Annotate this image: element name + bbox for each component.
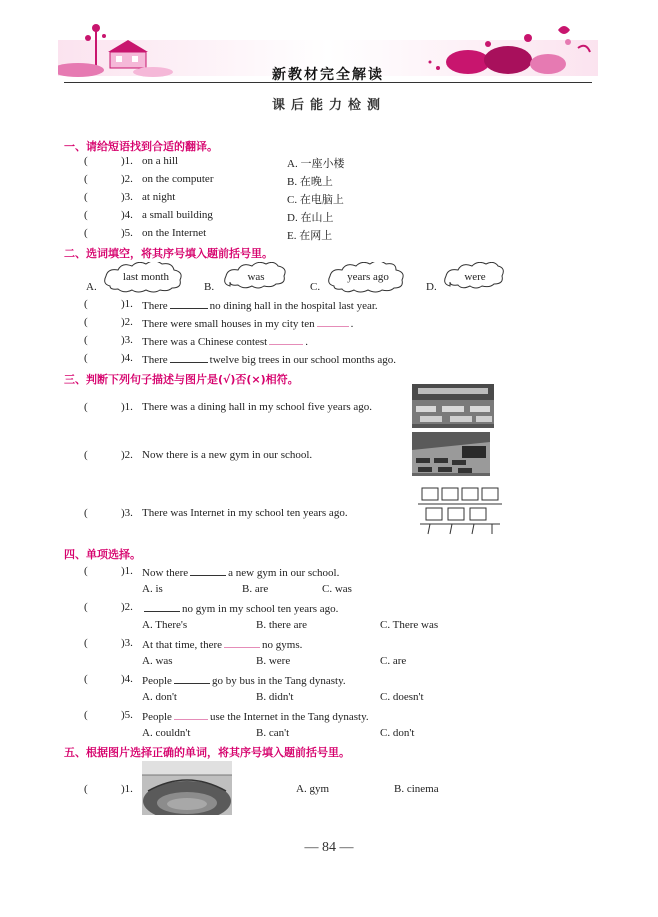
sentence-end: use the Internet in the Tang dynasty. <box>209 711 369 723</box>
choice-letter-a: A. <box>86 281 97 293</box>
translation-option: E. 在网上 <box>287 230 333 242</box>
option-b[interactable]: B. can't <box>256 727 290 739</box>
option-a[interactable]: A. couldn't <box>142 727 191 739</box>
answer-bracket[interactable]: ( <box>84 401 88 413</box>
statement: There was Internet in my school ten years ago. <box>142 507 348 519</box>
answer-bracket[interactable]: ( <box>84 191 88 203</box>
option-b[interactable]: B. there are <box>256 619 307 631</box>
item-number: )3. <box>121 191 133 203</box>
cloud-word: years ago <box>347 271 389 283</box>
item-number: )1. <box>121 401 133 413</box>
option-b[interactable]: B. were <box>256 655 291 667</box>
choice-letter-d: D. <box>426 281 437 293</box>
item-number: )1. <box>121 565 133 577</box>
item-number: )3. <box>121 637 133 649</box>
answer-bracket[interactable]: ( <box>84 601 88 613</box>
section-4-heading: 四、单项选择。 <box>64 548 141 561</box>
sentence-end: no dining hall in the hospital last year. <box>209 300 378 312</box>
answer-bracket[interactable]: ( <box>84 637 88 649</box>
option-a[interactable]: A. is <box>142 583 163 595</box>
header-banner <box>58 18 598 83</box>
fill-blank[interactable] <box>174 673 210 684</box>
option-c[interactable]: C. don't <box>380 727 415 739</box>
fill-blank[interactable] <box>144 601 180 612</box>
option-a[interactable]: A. don't <box>142 691 177 703</box>
fill-blank[interactable] <box>170 352 208 363</box>
answer-bracket[interactable]: ( <box>84 783 88 795</box>
option-a[interactable]: A. was <box>142 655 173 667</box>
fill-blank[interactable] <box>190 565 226 576</box>
translation-option: C. 在电脑上 <box>287 194 344 206</box>
sentence-start: There <box>142 354 168 366</box>
item-number: )4. <box>121 209 133 221</box>
phrase: at night <box>142 191 176 203</box>
book-title: 新教材完全解读 <box>272 67 384 83</box>
answer-bracket[interactable]: ( <box>84 209 88 221</box>
sentence-start: There were small houses in my city ten <box>142 318 315 330</box>
fill-blank[interactable] <box>170 298 208 309</box>
translation-option: A. 一座小楼 <box>287 158 345 170</box>
sentence-start: People <box>142 675 172 687</box>
statement: Now there is a new gym in our school. <box>142 449 313 461</box>
fill-blank[interactable] <box>224 637 260 648</box>
sentence-end: no gym in my school ten years ago. <box>182 603 339 615</box>
translation-option: B. 在晚上 <box>287 176 333 188</box>
sentence-end: twelve big trees in our school months ago. <box>209 354 397 366</box>
answer-bracket[interactable]: ( <box>84 449 88 461</box>
option-c[interactable]: C. There was <box>380 619 439 631</box>
item-number: )2. <box>121 316 133 328</box>
dining-hall-photo-icon <box>412 384 494 428</box>
section-5-heading: 五、根据图片选择正确的单词，将其序号填入题前括号里。 <box>64 746 350 759</box>
item-number: )5. <box>121 227 133 239</box>
item-number: )1. <box>121 155 133 167</box>
phrase: a small building <box>142 209 213 221</box>
option-a[interactable]: A. There's <box>142 619 188 631</box>
sentence-start: There was a Chinese contest <box>142 336 268 348</box>
sentence-end: . <box>350 318 354 330</box>
answer-bracket[interactable]: ( <box>84 227 88 239</box>
answer-bracket[interactable]: ( <box>84 565 88 577</box>
section-3-heading: 三、判断下列句子描述与图片是(√)否(×)相符。 <box>64 373 299 386</box>
section-2-heading: 二、选词填空，将其序号填入题前括号里。 <box>64 247 273 260</box>
classroom-photo-icon <box>412 432 490 476</box>
answer-bracket[interactable]: ( <box>84 316 88 328</box>
item-number: )2. <box>121 449 133 461</box>
header-rule <box>64 82 592 83</box>
section-1-heading: 一、请给短语找到合适的翻译。 <box>64 140 218 153</box>
sentence-start: At that time, there <box>142 639 223 651</box>
option-c[interactable]: C. doesn't <box>380 691 424 703</box>
sentence-start: People <box>142 711 172 723</box>
fill-blank[interactable] <box>269 334 303 345</box>
item-number: )4. <box>121 352 133 364</box>
sentence-start: There <box>142 300 168 312</box>
item-number: )3. <box>121 334 133 346</box>
phrase: on the Internet <box>142 227 207 239</box>
item-number: )3. <box>121 507 133 519</box>
item-number: )5. <box>121 709 133 721</box>
answer-bracket[interactable]: ( <box>84 709 88 721</box>
choice-letter-b: B. <box>204 281 215 293</box>
answer-bracket[interactable]: ( <box>84 155 88 167</box>
item-number: )2. <box>121 173 133 185</box>
option-a[interactable]: A. gym <box>296 783 329 795</box>
page-title: 课后能力检测 <box>271 98 386 113</box>
cloud-word: was <box>247 271 265 283</box>
cloud-word: last month <box>122 271 170 283</box>
option-b[interactable]: B. are <box>242 583 269 595</box>
page-number: — 84 — <box>304 840 354 855</box>
item-number: )1. <box>121 298 133 310</box>
computer-room-drawing-icon <box>418 484 502 536</box>
sentence-end: a new gym in our school. <box>228 567 340 579</box>
answer-bracket[interactable]: ( <box>84 334 88 346</box>
answer-bracket[interactable]: ( <box>84 173 88 185</box>
phrase: on the computer <box>142 173 214 185</box>
choice-letter-c: C. <box>310 281 321 293</box>
fill-blank[interactable] <box>317 316 349 327</box>
answer-bracket[interactable]: ( <box>84 298 88 310</box>
sentence-start: Now there <box>142 567 189 579</box>
sentence-end: . <box>305 336 308 348</box>
fill-blank[interactable] <box>174 709 208 720</box>
stadium-photo-icon <box>142 761 232 815</box>
option-b[interactable]: B. didn't <box>256 691 294 703</box>
sentence-end: go by bus in the Tang dynasty. <box>211 675 346 687</box>
item-number: )1. <box>121 783 133 795</box>
phrase: on a hill <box>142 155 179 167</box>
sentence-end: no gyms. <box>262 639 303 651</box>
statement: There was a dining hall in my school five years ago. <box>142 401 373 413</box>
answer-bracket[interactable]: ( <box>84 673 88 685</box>
answer-bracket[interactable]: ( <box>84 352 88 364</box>
answer-bracket[interactable]: ( <box>84 507 88 519</box>
item-number: )4. <box>121 673 133 685</box>
option-c[interactable]: C. was <box>322 583 352 595</box>
option-b[interactable]: B. cinema <box>394 783 439 795</box>
translation-option: D. 在山上 <box>287 212 334 224</box>
cloud-word: were <box>464 271 486 283</box>
item-number: )2. <box>121 601 133 613</box>
option-c[interactable]: C. are <box>380 655 407 667</box>
